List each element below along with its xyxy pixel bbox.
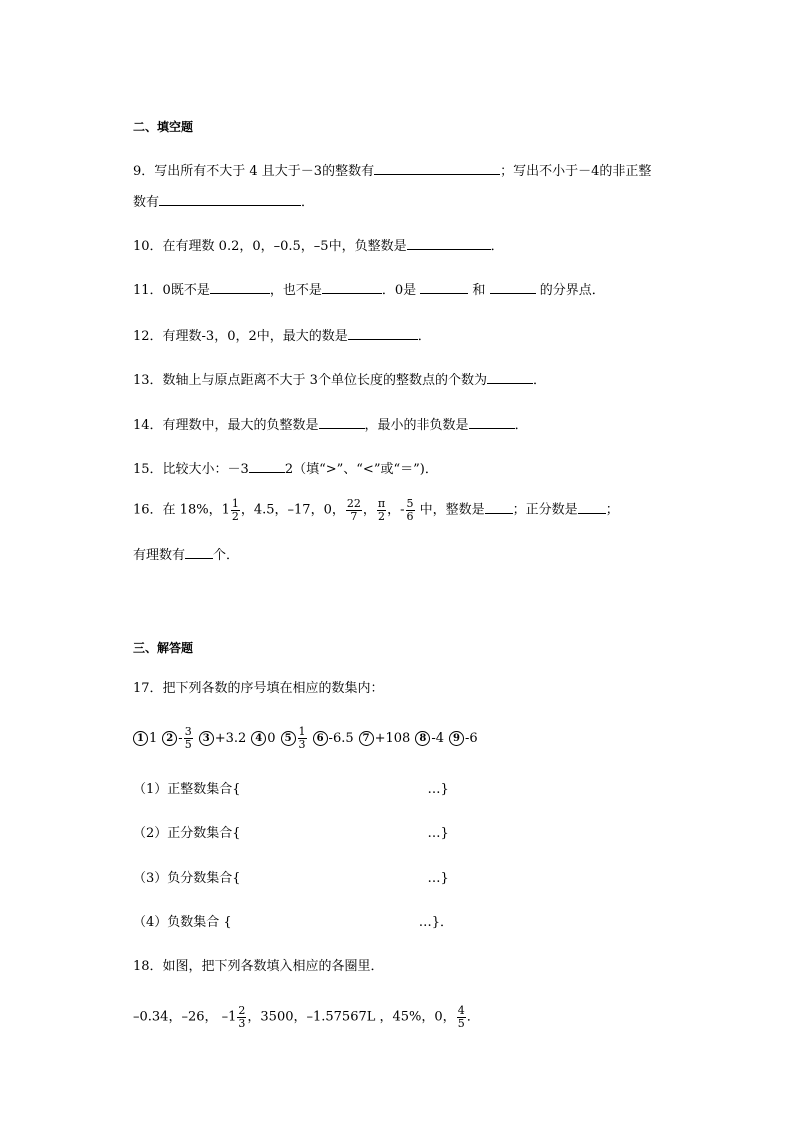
fraction-denominator: 2 (231, 509, 239, 523)
q17-item (199, 731, 247, 746)
q17-item (359, 731, 411, 746)
question-9-line-2 (133, 193, 314, 209)
fraction-denominator: 3 (298, 737, 306, 751)
q17-set-4-end: …}． (418, 915, 453, 930)
question-18-title: 18．如图，把下列各数填入相应的各圈里． (133, 959, 384, 974)
q17-set-1-end: …} (427, 782, 449, 797)
q12-text-a: 12．有理数-3，0，2中，最大的数是 (133, 329, 348, 344)
q10-text-a: 10．在有理数 0.2，0，–0.5，–5中，负整数是 (133, 239, 407, 254)
q11-text-d: 和 (472, 283, 486, 298)
q11-blank-3[interactable] (420, 281, 468, 294)
q17-item-value: 0 (267, 730, 276, 746)
question-11 (133, 281, 605, 297)
q13-blank[interactable] (487, 371, 533, 384)
q16-fraction-one-half (231, 498, 240, 522)
q16-text-d: ；正分数是 (512, 502, 578, 518)
q17-item-value: 1 (149, 730, 158, 746)
circled-number-icon: 8 (415, 731, 430, 746)
fraction-numerator: 1 (298, 725, 306, 738)
q13-text-a: 13．数轴上与原点距离不大于 3个单位长度的整数点的个数为 (133, 373, 487, 388)
fraction-numerator: 3 (184, 725, 192, 738)
q16-text-b: ，4.5，–17，0， (240, 502, 345, 518)
fraction-denominator: 2 (377, 509, 385, 523)
q15-blank[interactable] (249, 460, 285, 473)
q14-text-c: ． (514, 418, 528, 433)
q16-fraction-22-7 (346, 498, 362, 522)
question-9-line-1 (133, 162, 651, 178)
q17-set-1-label: （1）正整数集合{ (133, 782, 241, 797)
q16-fraction-5-6 (406, 498, 415, 522)
fraction-denominator: 7 (350, 509, 358, 523)
fraction-numerator: π (377, 497, 386, 510)
q11-text-a: 11．0既不是 (133, 283, 210, 298)
fraction-denominator: 6 (406, 509, 414, 523)
circled-number-icon: 5 (281, 731, 296, 746)
question-17-title: 17．把下列各数的序号填在相应的数集内： (133, 681, 384, 696)
q17-set-2 (133, 827, 449, 840)
circled-number-icon: 1 (133, 731, 148, 746)
q9-text-c: 数有 (133, 195, 160, 210)
q11-blank-1[interactable] (210, 281, 270, 294)
q11-text-c: ．0是 (381, 283, 417, 298)
question-17-number-list (133, 726, 478, 750)
q11-text-e: 的分界点． (539, 283, 605, 298)
q14-text-b: ，最小的非负数是 (364, 418, 469, 433)
fraction-denominator: 5 (184, 737, 192, 751)
section-title-solve: 三、解答题 (133, 641, 194, 655)
fraction-numerator: 22 (346, 497, 361, 510)
q17-item-fraction (298, 726, 307, 750)
q17-set-3-label: （3）负分数集合{ (133, 871, 241, 886)
q17-set-4 (133, 916, 453, 929)
fraction-denominator: 3 (238, 1016, 246, 1030)
q17-item-fraction (184, 726, 193, 750)
question-12 (133, 327, 431, 343)
q17-item-value: -6 (465, 730, 478, 746)
circled-number-icon: 7 (359, 731, 374, 746)
q16-separator-2: ，- (387, 502, 405, 518)
q17-item (313, 731, 354, 746)
q17-item (133, 731, 157, 746)
fraction-numerator: 2 (238, 1004, 246, 1017)
q11-blank-2[interactable] (322, 281, 382, 294)
question-18-numbers (133, 1005, 480, 1029)
question-16-line-1 (133, 498, 619, 522)
q17-item-value: +108 (374, 730, 411, 746)
fraction-denominator: 5 (457, 1016, 465, 1030)
q17-item-value: +3.2 (214, 730, 247, 746)
q14-text-a: 14．有理数中，最大的负整数是 (133, 418, 319, 433)
q17-set-3 (133, 872, 449, 885)
q16-text-c: 中，整数是 (419, 502, 485, 518)
q10-blank[interactable] (407, 237, 491, 250)
circled-number-icon: 6 (313, 731, 328, 746)
q18-fraction-four-fifths (457, 1005, 466, 1029)
q17-set-3-end: …} (427, 871, 449, 886)
q17-item (162, 726, 193, 750)
section-title-fill-in: 二、填空题 (133, 120, 194, 134)
circled-number-icon: 4 (251, 731, 266, 746)
q17-item-value: -6.5 (328, 730, 354, 746)
q16-fraction-pi-2 (377, 498, 386, 522)
q16-blank-1[interactable] (485, 501, 513, 514)
q15-text-a: 15．比较大小：－3 (133, 462, 249, 477)
q15-text-b: 2（填“>”、“<”或“＝”)． (284, 462, 438, 477)
q10-text-b: ． (490, 239, 504, 254)
fraction-numerator: 5 (406, 497, 414, 510)
q13-text-b: ． (532, 373, 546, 388)
q17-set-2-label: （2）正分数集合{ (133, 826, 241, 841)
q17-item-value: -4 (431, 730, 445, 746)
q12-text-b: ． (417, 329, 431, 344)
question-14 (133, 416, 528, 432)
question-10 (133, 237, 504, 253)
q16-separator-1: ， (362, 502, 376, 518)
q16-text-e: ； (605, 502, 619, 518)
q17-item (415, 731, 444, 746)
q16-text-a: 16．在 18%， (133, 502, 222, 518)
q11-blank-4[interactable] (490, 281, 536, 294)
fraction-numerator: 1 (231, 497, 239, 510)
question-13 (133, 371, 546, 387)
q18-text-b: ，3500，–1.57567L ，45%，0， (247, 1009, 456, 1025)
q9-text-b: ；写出不小于－4的非正整 (500, 164, 652, 179)
circled-number-icon: 2 (162, 731, 177, 746)
q18-text-a: –0.34，–26， –1 (133, 1009, 237, 1025)
q18-fraction-two-thirds (237, 1005, 246, 1029)
question-15 (133, 460, 438, 476)
question-16-line-2 (133, 546, 239, 562)
fraction-numerator: 4 (457, 1004, 465, 1017)
circled-number-icon: 9 (449, 731, 464, 746)
circled-number-icon: 3 (199, 731, 214, 746)
q17-set-4-label: （4）负数集合 { (133, 915, 232, 930)
q18-text-c: ． (466, 1009, 480, 1025)
q9-text-d: ． (301, 195, 315, 210)
q16-blank-2[interactable] (578, 501, 606, 514)
q17-item (281, 726, 308, 750)
q17-item (251, 731, 275, 746)
q17-set-1 (133, 783, 449, 796)
q16-text-f: 有理数有 (133, 548, 186, 563)
q14-blank-1[interactable] (319, 416, 365, 429)
q17-item (449, 731, 478, 746)
q17-item-value: - (178, 730, 183, 746)
q9-blank-2[interactable] (159, 193, 301, 206)
q16-blank-3[interactable] (185, 546, 213, 559)
q17-set-2-end: …} (427, 826, 449, 841)
q16-mixed-whole: 1 (221, 502, 230, 518)
q9-text-a: 9．写出所有不大于 4 且大于－3的整数有 (133, 164, 375, 179)
q14-blank-2[interactable] (469, 416, 515, 429)
q16-text-g: 个． (213, 548, 240, 563)
q9-blank-1[interactable] (374, 162, 500, 175)
q12-blank[interactable] (348, 327, 418, 340)
q11-text-b: ，也不是 (269, 283, 322, 298)
